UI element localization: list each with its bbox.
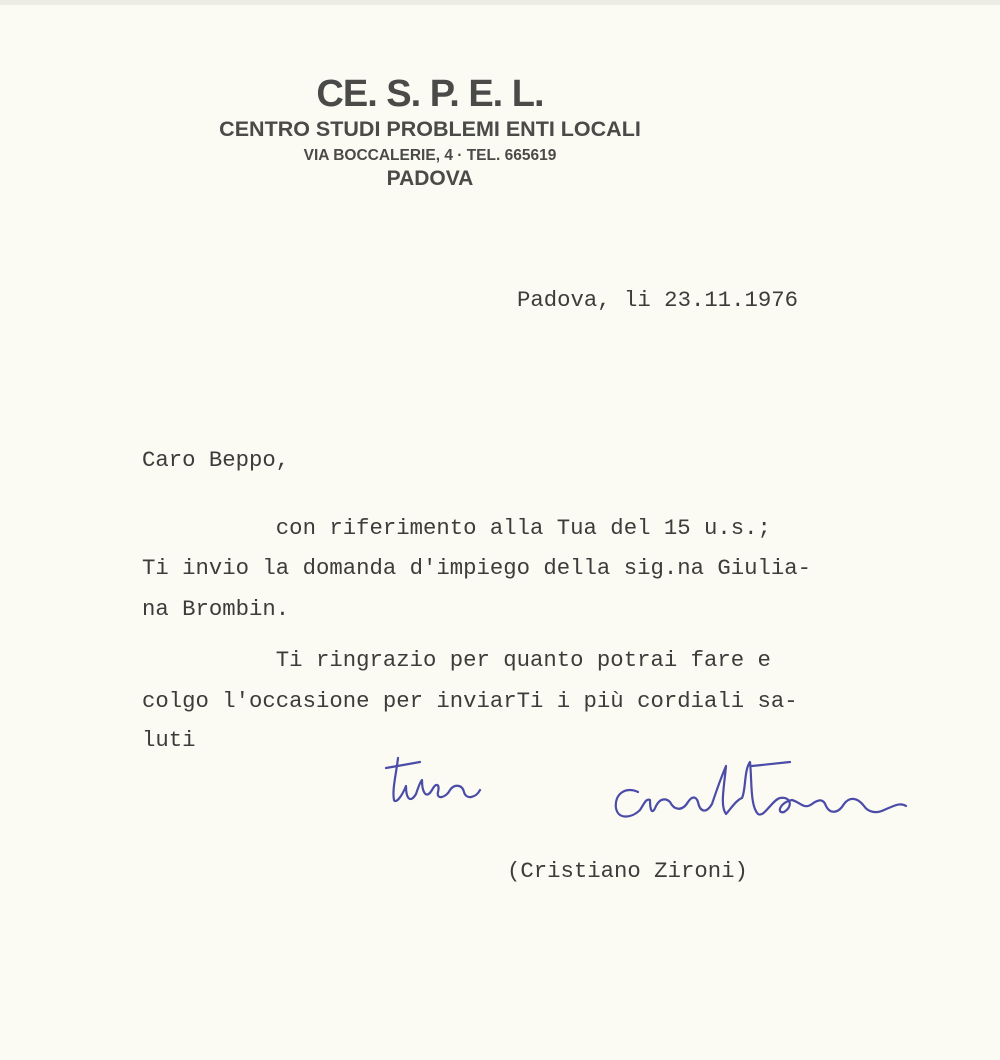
handwritten-signature bbox=[380, 740, 980, 840]
page-edge bbox=[0, 0, 1000, 5]
signatory-name: (Cristiano Zironi) bbox=[507, 858, 748, 884]
body-line: Ti ringrazio per quanto potrai fare e bbox=[142, 647, 771, 673]
body-line: na Brombin. bbox=[142, 596, 290, 622]
letterhead-city: PADOVA bbox=[386, 167, 474, 190]
body-line: Ti invio la domanda d'impiego della sig.na Giulia- bbox=[142, 555, 812, 581]
letterhead-full-name: CENTRO STUDI PROBLEMI ENTI LOCALI bbox=[219, 117, 641, 141]
letterhead-address: VIA BOCCALERIE, 4 · TEL. 665619 bbox=[303, 147, 557, 164]
body-line: luti bbox=[142, 727, 196, 753]
salutation: Caro Beppo, bbox=[142, 447, 290, 473]
letterhead-name: CE. S. P. E. L. bbox=[316, 73, 544, 115]
body-line: con riferimento alla Tua del 15 u.s.; bbox=[142, 515, 771, 541]
body-line: colgo l'occasione per inviarTi i più cordiali sa- bbox=[142, 688, 798, 714]
date-line: Padova, li 23.11.1976 bbox=[517, 287, 798, 313]
